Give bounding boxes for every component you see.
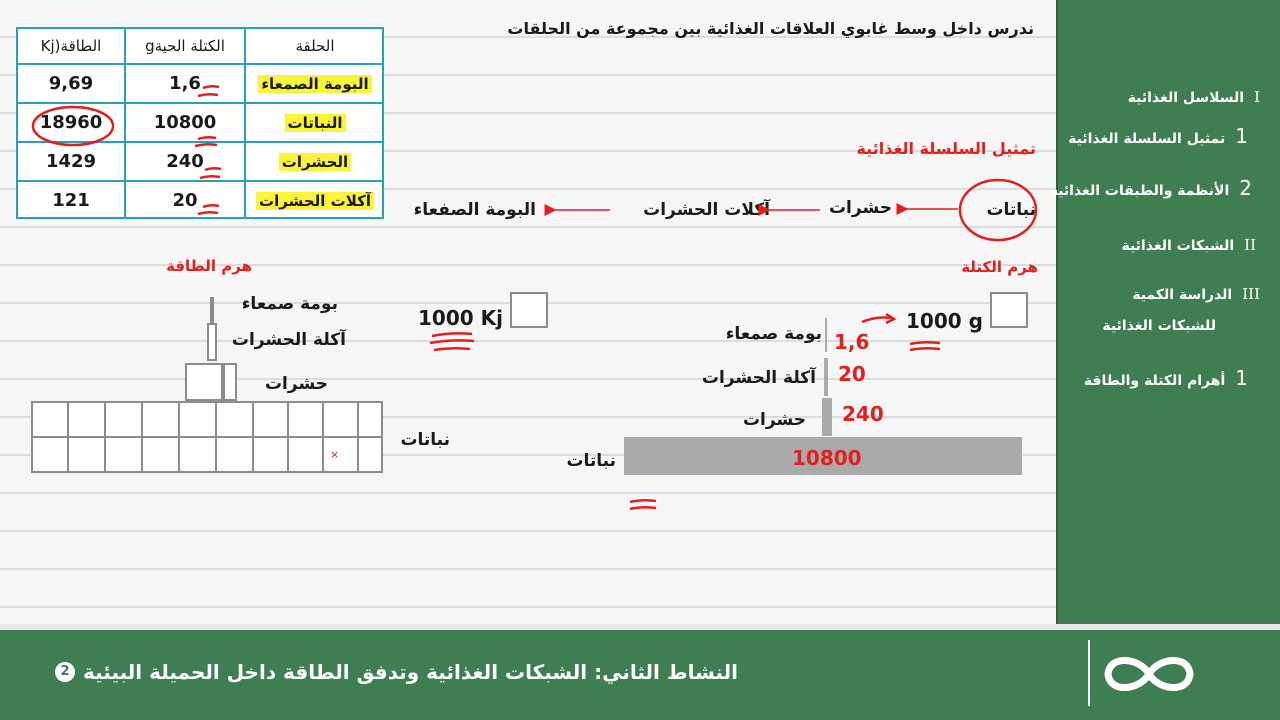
ring-label: البومة الصمعاء (258, 75, 371, 93)
mass-unit-box (990, 292, 1028, 328)
sidebar-item-quantitative-study-line2 (1102, 318, 1216, 334)
energy-level-label: حشرات (264, 374, 328, 394)
sidebar-item-num: 1 (1235, 124, 1248, 148)
sidebar-item-num: I (1254, 88, 1260, 106)
footer-title (55, 660, 738, 684)
mass-bar-insectivores (824, 358, 828, 396)
energy-level-label: نباتات (400, 430, 450, 450)
mass-value: 20 (172, 190, 198, 211)
sidebar-item-num: 1 (1235, 366, 1248, 390)
infinity-logo-icon (1096, 644, 1202, 704)
footer-title-text: النشاط الثاني: الشبكات الغذائية وتدفق الطاقة داخل الحميلة البيئية (82, 660, 738, 684)
sidebar-item-label: تمثيل السلسلة الغذائية (1068, 131, 1226, 147)
energy-unit-box (510, 292, 548, 328)
energy-value: 121 (52, 190, 90, 211)
sidebar-item-chain-representation[interactable] (1068, 124, 1248, 148)
mass-unit-label: 1000 g (906, 309, 983, 333)
mass-value: 1,6 (169, 73, 201, 94)
footer-divider (1088, 640, 1090, 706)
mass-level-value: 20 (838, 362, 866, 386)
food-chain-item: نباتات (986, 200, 1036, 220)
energy-value: 1429 (45, 151, 97, 172)
mass-pyramid-title: هرم الكتلة (961, 258, 1038, 276)
sidebar-item-label: الدراسة الكمية (1132, 287, 1233, 303)
ring-label: الحشرات (279, 153, 351, 171)
sidebar-item-food-chains[interactable] (1128, 88, 1260, 106)
header-ring: الحلقة (295, 37, 335, 55)
mass-bar-top (825, 318, 827, 352)
sidebar-item-label: السلاسل الغذائية (1127, 90, 1245, 106)
mark-x: × (330, 448, 340, 461)
mass-value: 10800 (153, 112, 217, 133)
energy-value: 18960 (39, 112, 103, 133)
plants-marks (626, 496, 660, 518)
energy-value: 9,69 (48, 73, 94, 94)
food-chain-title: تمثيل السلسلة الغذائية (856, 139, 1036, 158)
energy-unit-marks (428, 330, 478, 356)
ring-label: النباتات (285, 114, 346, 132)
food-chain-arrows (0, 0, 1056, 260)
mass-value: 240 (166, 151, 204, 172)
food-chain-item: البومة الصفعاء (413, 200, 536, 220)
mass-level-label: بومة صمعاء (725, 324, 822, 344)
sidebar-item-num: III (1242, 285, 1260, 303)
mass-level-label: حشرات (742, 410, 806, 430)
mass-level-value: 240 (842, 402, 884, 426)
mass-level-label: آكلة الحشرات (701, 368, 816, 388)
sidebar-item-num: II (1244, 236, 1256, 254)
sidebar-item-label: للشبكات الغذائية (1102, 318, 1216, 334)
sidebar-item-label: أهرام الكتلة والطاقة (1083, 373, 1226, 389)
sidebar-item-trophic-levels[interactable] (1050, 176, 1252, 200)
mass-level-label: نباتات (566, 451, 616, 471)
energy-pyramid-drawing (28, 292, 388, 476)
page-title: ندرس داخل وسط غابوي العلاقات الغذائية بين مجموعة من الحلقات (507, 19, 1034, 38)
mass-level-value: 10800 (792, 446, 862, 470)
energy-level-label: بومة صمعاء (241, 294, 338, 314)
sidebar-item-food-webs[interactable] (1121, 236, 1256, 254)
header-energy: الطاقة(Kj (40, 37, 102, 55)
food-chain-item: آكلات الحشرات (643, 200, 770, 220)
mass-level-value: 1,6 (834, 330, 870, 354)
sidebar-item-pyramids[interactable] (1084, 366, 1248, 390)
footer-badge: 2 (55, 662, 75, 682)
sidebar-item-quantitative-study[interactable] (1132, 285, 1260, 303)
sidebar-item-label: الأنظمة والطبقات الغذائية (1049, 183, 1230, 199)
energy-level-label: آكلة الحشرات (231, 330, 346, 350)
sidebar-item-num: 2 (1239, 176, 1252, 200)
sidebar-item-label: الشبكات الغذائية (1121, 238, 1235, 254)
mass-annotations (856, 306, 946, 356)
food-chain-item: حشرات (828, 198, 892, 218)
ring-label: آكلات الحشرات (256, 192, 374, 210)
energy-pyramid-title: هرم الطاقة (166, 257, 252, 275)
energy-unit-label: 1000 Kj (418, 306, 503, 330)
mass-bar-insects (822, 398, 832, 436)
header-mass: الكتلة الحيةg (145, 37, 225, 55)
